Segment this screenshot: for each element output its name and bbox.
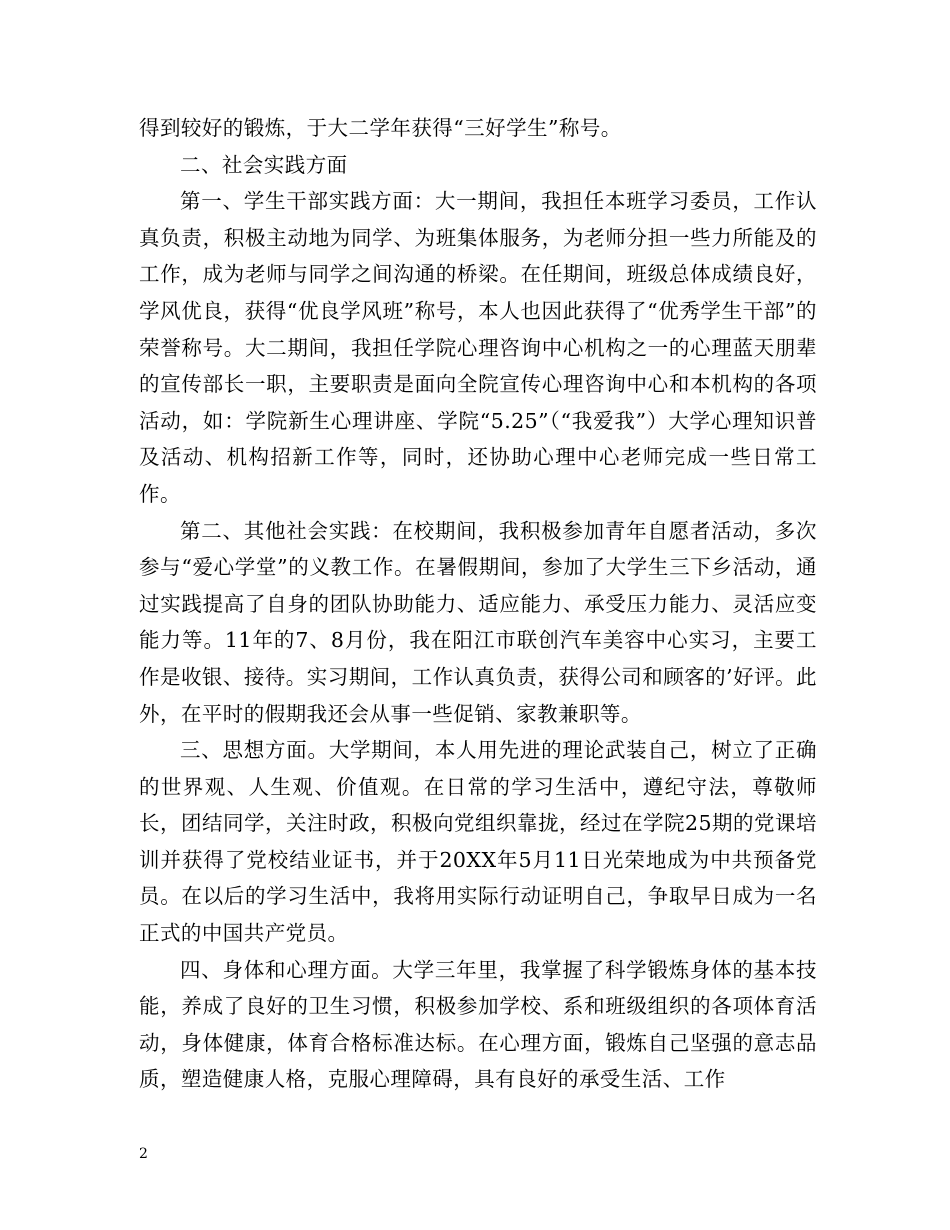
document-body	[139, 110, 817, 1098]
paragraph-continuation: 得到较好的锻炼，于大二学年获得“三好学生”称号。	[139, 116, 622, 140]
section-heading-social-practice: 二、社会实践方面	[180, 152, 348, 177]
page-number: 2	[139, 1146, 148, 1162]
paragraph-ideology: 三、思想方面。大学期间，本人用先进的理论武装自己，树立了正确的世界观、人生观、价值观。在日常的学习生活中，遵纪守法，尊敬师长，团结同学，关注时政，积极向党组织靠拢，经过在学院25期的党课培训并获得了党校结业证书，并于20XX年5月11日光荣地成为中共预备党员。在以后的学习生活中，我将用实际行动证明自己，争取早日成为一名正式的中国共产党员。	[139, 738, 817, 946]
paragraph-other-social-practice: 第二、其他社会实践：在校期间，我积极参加青年自愿者活动，多次参与“爱心学堂”的义教工作。在暑假期间，参加了大学生三下乡活动，通过实践提高了自身的团队协助能力、适应能力、承受压力能力、灵活应变能力等。11年的7、8月份，我在阳江市联创汽车美容中心实习，主要工作是收银、接待。实习期间，工作认真负责，获得公司和顾客的’好评。此外，在平时的假期我还会从事一些促销、家教兼职等。	[139, 518, 817, 726]
paragraph-physical-mental: 四、身体和心理方面。大学三年里，我掌握了科学锻炼身体的基本技能，养成了良好的卫生习惯，积极参加学校、系和班级组织的各项体育活动，身体健康，体育合格标准达标。在心理方面，锻炼自己坚强的意志品质，塑造健康人格，克服心理障碍，具有良好的承受生活、工作	[139, 957, 817, 1092]
paragraph-student-cadre-practice: 第一、学生干部实践方面：大一期间，我担任本班学习委员，工作认真负责，积极主动地为同学、为班集体服务，为老师分担一些力所能及的工作，成为老师与同学之间沟通的桥梁。在任期间，班级总体成绩良好，学风优良，获得“优良学风班”称号，本人也因此获得了“优秀学生干部”的荣誉称号。大二期间，我担任学院心理咨询中心机构之一的心理蓝天朋辈的宣传部长一职，主要职责是面向全院宣传心理咨询中心和本机构的各项活动，如：学院新生心理讲座、学院“5.25”（“我爱我”）大学心理知识普及活动、机构招新工作等，同时，还协助心理中心老师完成一些日常工作。	[139, 189, 817, 506]
